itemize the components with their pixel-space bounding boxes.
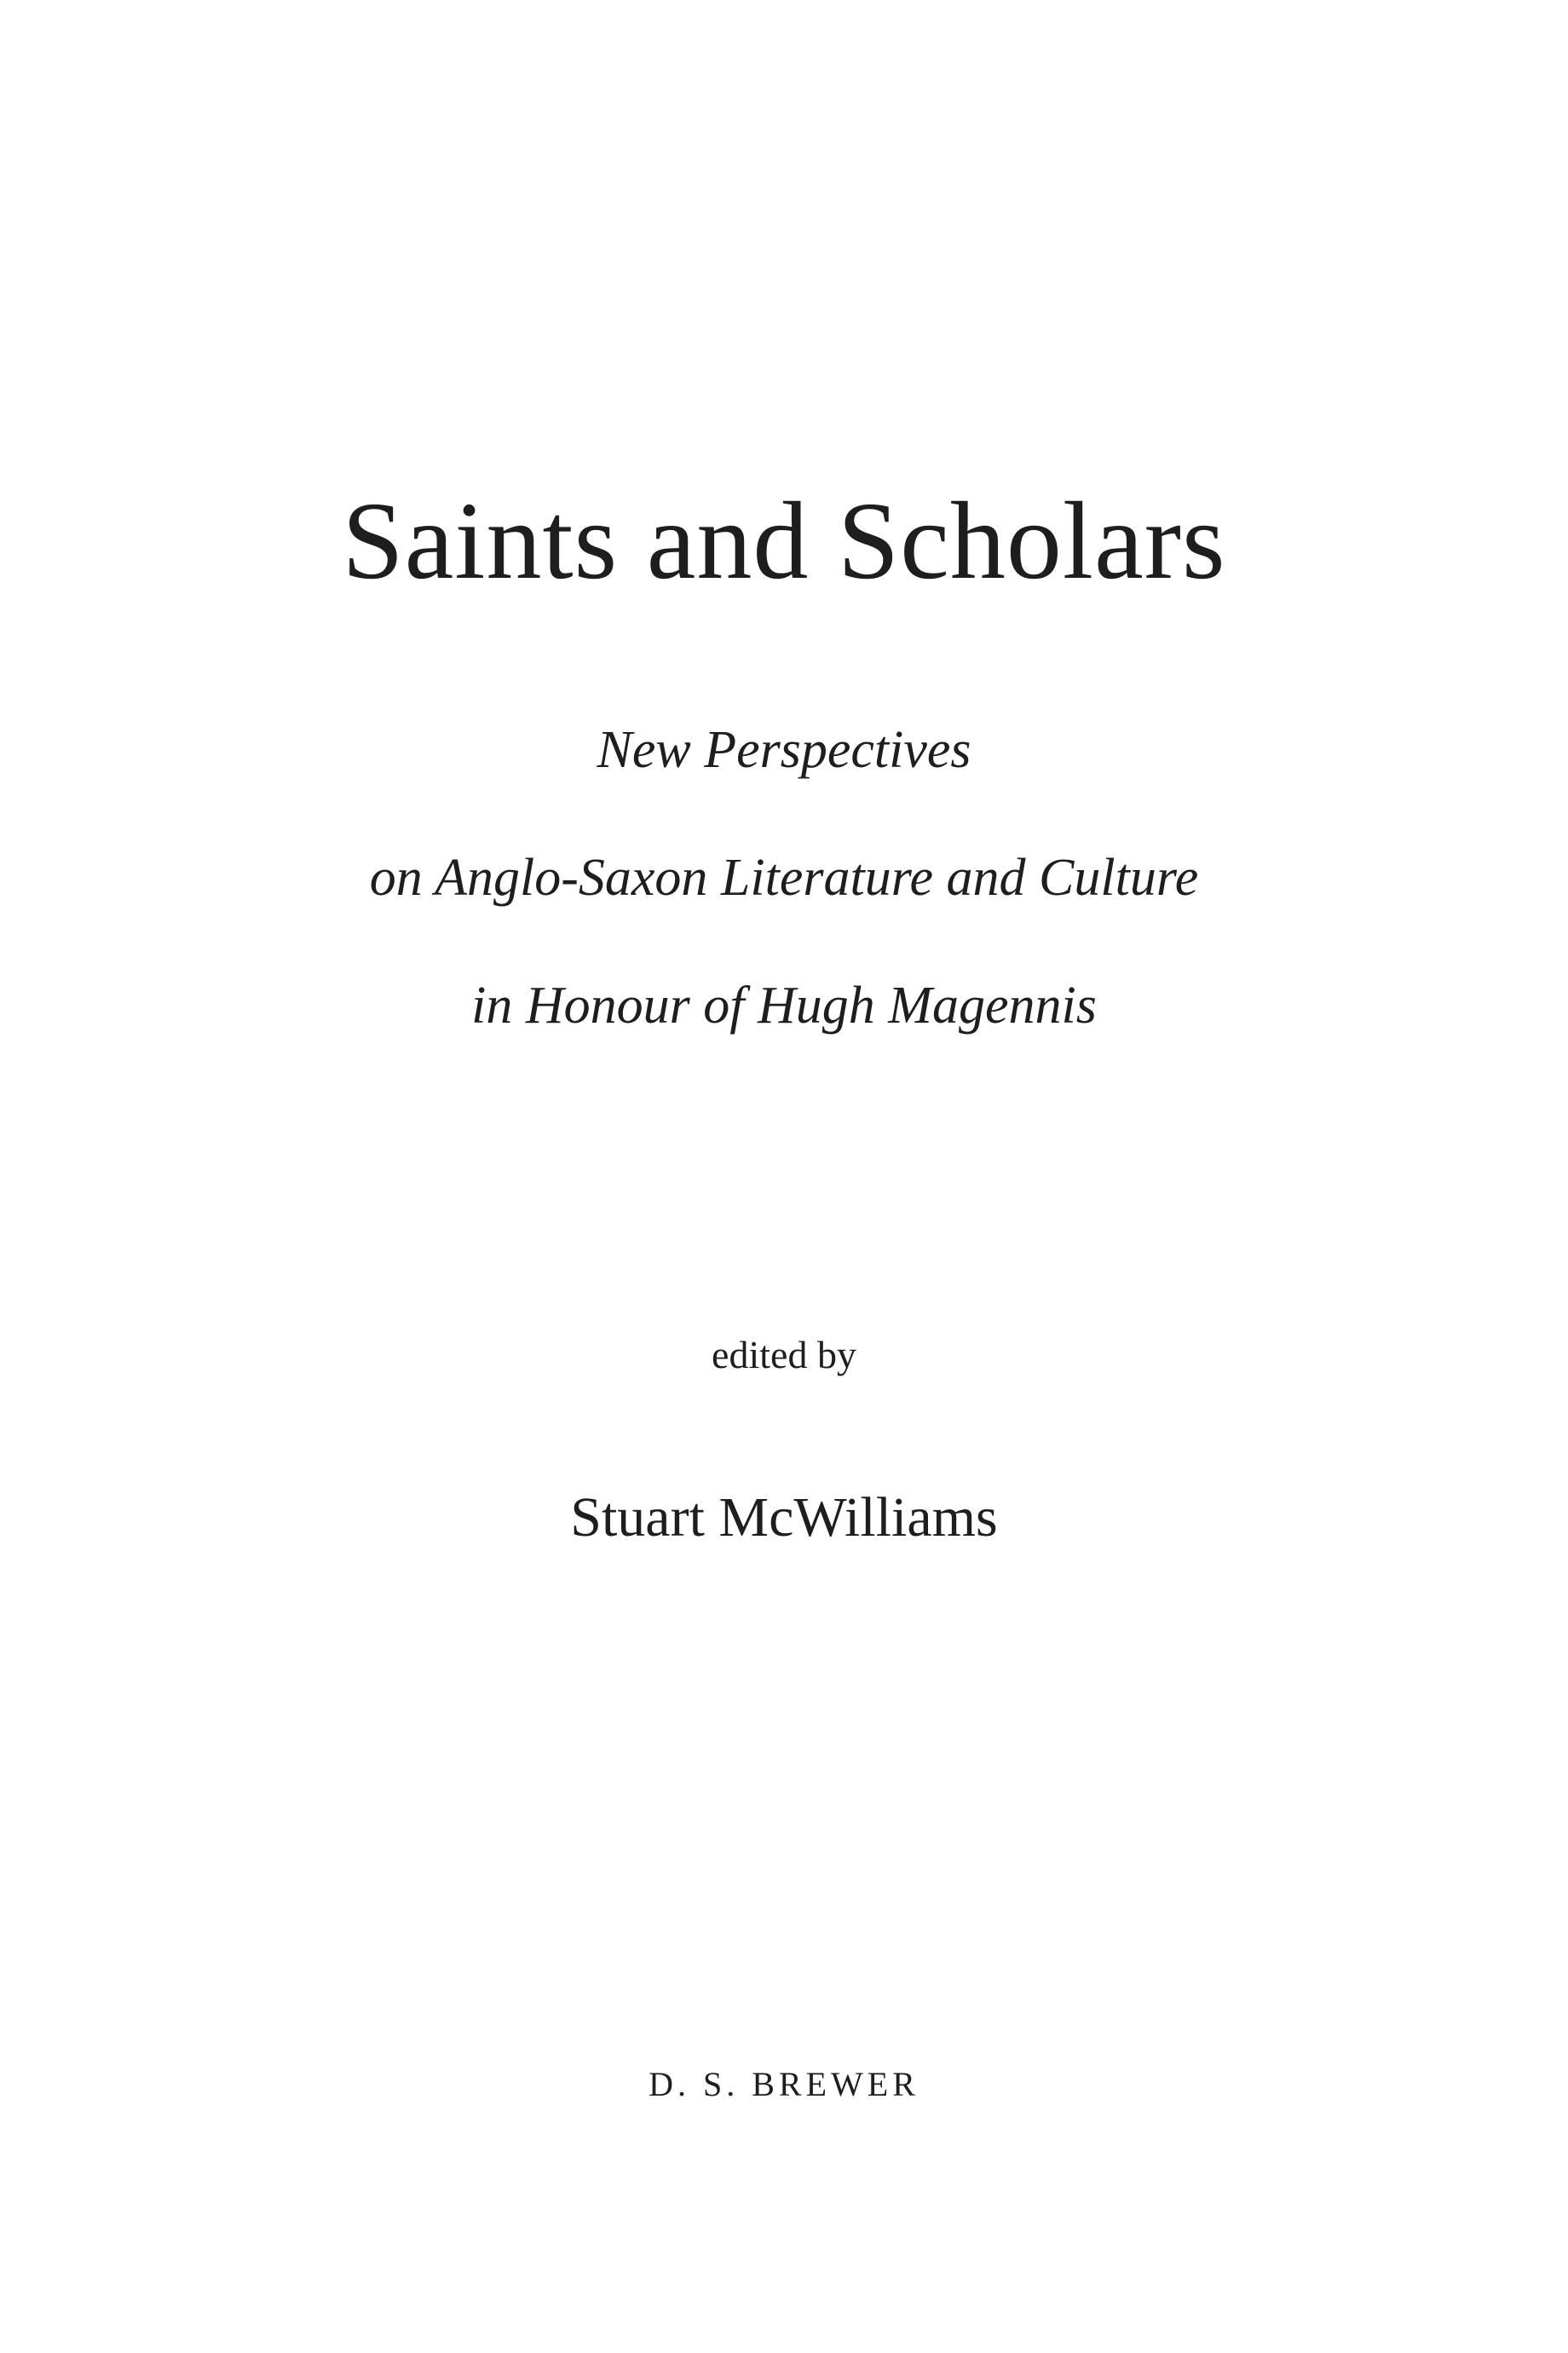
book-title: Saints and Scholars	[342, 480, 1226, 603]
subtitle-line-1: New Perspectives	[597, 721, 971, 779]
subtitle-line-3: in Honour of Hugh Magennis	[471, 977, 1097, 1035]
editor-name: Stuart McWilliams	[570, 1486, 998, 1548]
subtitle-line-2: on Anglo-Saxon Literature and Culture	[369, 849, 1199, 907]
edited-by-label: edited by	[712, 1333, 856, 1376]
publisher-name: D. S. BREWER	[649, 2065, 919, 2103]
